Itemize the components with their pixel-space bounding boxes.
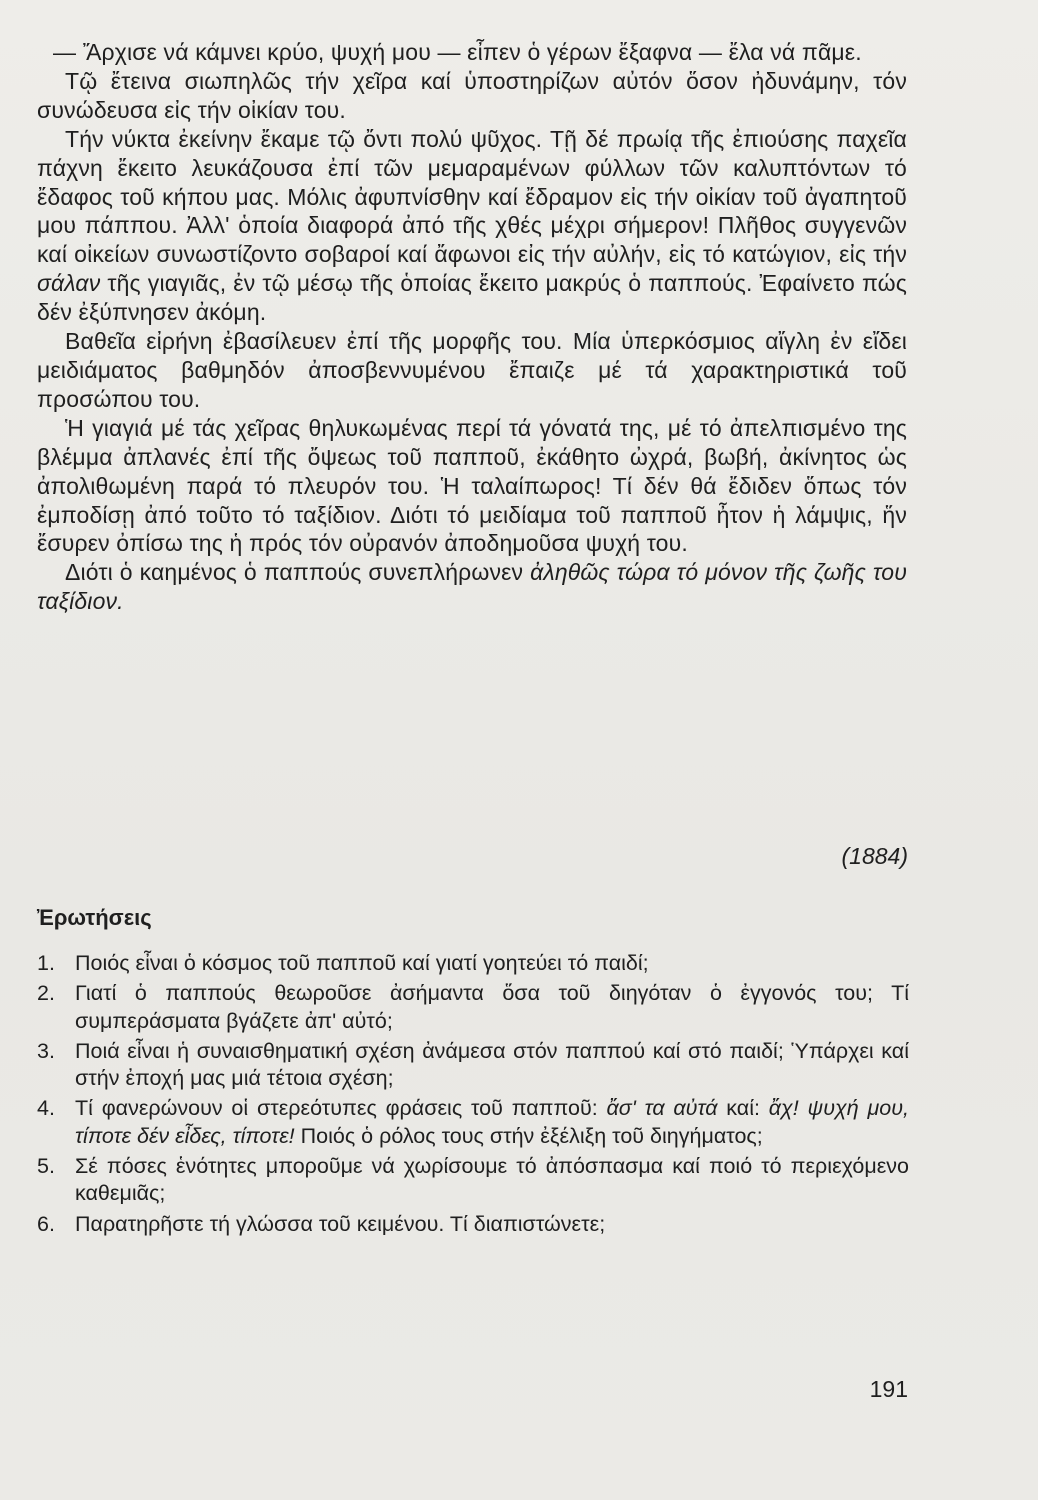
question-number: 5. — [37, 1154, 55, 1179]
paragraph-text: Διότι ὁ καημένος ὁ παππούς συνεπλήρωνεν — [65, 559, 531, 586]
question-number: 3. — [37, 1038, 55, 1063]
quoted-phrase: ἄσ' τα αὐτά — [606, 1096, 718, 1121]
question-text: Σέ πόσες ἑνότητες μποροῦμε νά χωρίσουμε τό ἀπόσπασμα καί ποιό τό περιεχόμενο καθεμιᾶς; — [75, 1154, 909, 1206]
paragraph-final — [37, 558, 907, 616]
paragraph-text: Τήν νύκτα ἐκείνην ἔκαμε τῷ ὄντι πολύ ψῦχος. Τῇ δέ πρωίᾳ τῆς ἐπιούσης παχεῖα πάχνη ἔκειτο λευκάζουσα ἐπί τῶν μεμαραμένων φύλλων τῶν καλυπτόντων τό ἔδαφος τοῦ κήπου μας. Μόλις ἀφυπνίσθην καί ἔδραμον εἰς τήν οἰκίαν τοῦ ἀγαπητοῦ μου πάππου. Ἀλλ' ὁποία διαφορά ἀπό τῆς χθές μέχρι σήμερον! Πλῆθος συγγενῶν καί οἰκείων συνωστίζοντο σοβαροί καί ἄφωνοι εἰς τήν αὐλήν, εἰς τό κατώγιον, εἰς τήν — [37, 125, 907, 268]
question-item — [37, 1095, 909, 1150]
questions-heading: Ἐρωτήσεις — [37, 905, 152, 930]
question-text: Ποιός εἶναι ὁ κόσμος τοῦ παπποῦ καί γιατί γοητεύει τό παιδί; — [75, 951, 649, 975]
question-item — [37, 1153, 909, 1208]
question-text-part: καί: — [717, 1096, 769, 1121]
publication-year: (1884) — [841, 843, 908, 869]
story-text — [37, 38, 907, 616]
question-item — [37, 980, 909, 1035]
question-text: Παρατηρῆστε τή γλώσσα τοῦ κειμένου. Τί διαπιστώνετε; — [75, 1211, 606, 1236]
question-number: 4. — [37, 1096, 55, 1121]
paragraph: Βαθεῖα εἰρήνη ἐβασίλευεν ἐπί τῆς μορφῆς του. Μία ὑπερκόσμιος αἴγλη ἐν εἴδει μειδιάματος βαθμηδόν ἀποσβεννυμένου ἔπαιζε μέ τά χαρακτηριστικά τοῦ προσώπου του. — [37, 328, 907, 412]
question-item — [37, 1211, 909, 1238]
question-text: Ποιά εἶναι ἡ συναισθηματική σχέση ἀνάμεσα στόν παππού καί στό παιδί; Ὑπάρχει καί στήν ἐποχή μας μιά τέτοια σχέση; — [75, 1038, 909, 1091]
paragraph-dialogue: — Ἄρχισε νά κάμνει κρύο, ψυχή μου — εἶπεν ὁ γέρων ἔξαφνα — ἔλα νά πᾶμε. — [53, 39, 862, 65]
paragraph: Τῷ ἔτεινα σιωπηλῶς τήν χεῖρα καί ὑποστηρίζων αὐτόν ὅσον ἠδυνάμην, τόν συνώδευσα εἰς τήν οἰκίαν του. — [37, 67, 907, 123]
italic-word: σάλαν — [37, 270, 101, 297]
question-text: Γιατί ὁ παππούς θεωροῦσε ἀσήμαντα ὅσα τοῦ διηγόταν ὁ ἐγγονός του; Τί συμπεράσματα βγάζετε ἀπ' αὐτό; — [75, 981, 909, 1033]
paragraph — [37, 125, 907, 327]
paragraph: Ἡ γιαγιά μέ τάς χεῖρας θηλυκωμένας περί τά γόνατά της, μέ τό ἀπελπισμένο της βλέμμα ἀπλανές ἐπί τῆς ὄψεως τοῦ παπποῦ, ἐκάθητο ὠχρά, βωβή, ἀκίνητος ὡς ἀπολιθωμένη παρά τό πλευρόν του. Ἡ ταλαίπωρος! Τί δέν θά ἔδιδεν ὅπως τόν ἐμποδίσῃ ἀπό τοῦτο τό ταξίδιον. Διότι τό μειδίαμα τοῦ παπποῦ ἦτον ἡ λάμψις, ἥν ἔσυρεν ὀπίσω της ἡ πρός τόν οὐρανόν ἀποδημοῦσα ψυχή του. — [37, 414, 907, 557]
question-number: 2. — [37, 981, 55, 1006]
question-item — [37, 1038, 909, 1093]
question-item — [37, 950, 909, 977]
page-number: 191 — [869, 1376, 908, 1402]
question-text-part: Τί φανερώνουν οἱ στερεότυπες φράσεις τοῦ παπποῦ: — [75, 1096, 607, 1121]
question-number: 1. — [37, 951, 55, 975]
question-number: 6. — [37, 1211, 55, 1236]
questions-list — [37, 950, 909, 1241]
question-text-part: Ποιός ὁ ρόλος τους στήν ἐξέλιξη τοῦ διηγήματος; — [294, 1123, 763, 1148]
italic-phrase: ἀληθῶς τώρα τό μόνον τῆς ζωῆς του ταξίδιον. — [37, 559, 907, 615]
question-text — [75, 1095, 909, 1150]
paragraph-text: τῆς γιαγιᾶς, ἐν τῷ μέσῳ τῆς ὁποίας ἔκειτο μακρύς ὁ παππούς. Ἐφαίνετο πώς δέν ἐξύπνησεν ἀκόμη. — [37, 270, 907, 326]
quoted-phrase: ἄχ! ψυχή μου, τίποτε δέν εἶδες, τίποτε! — [75, 1096, 910, 1148]
